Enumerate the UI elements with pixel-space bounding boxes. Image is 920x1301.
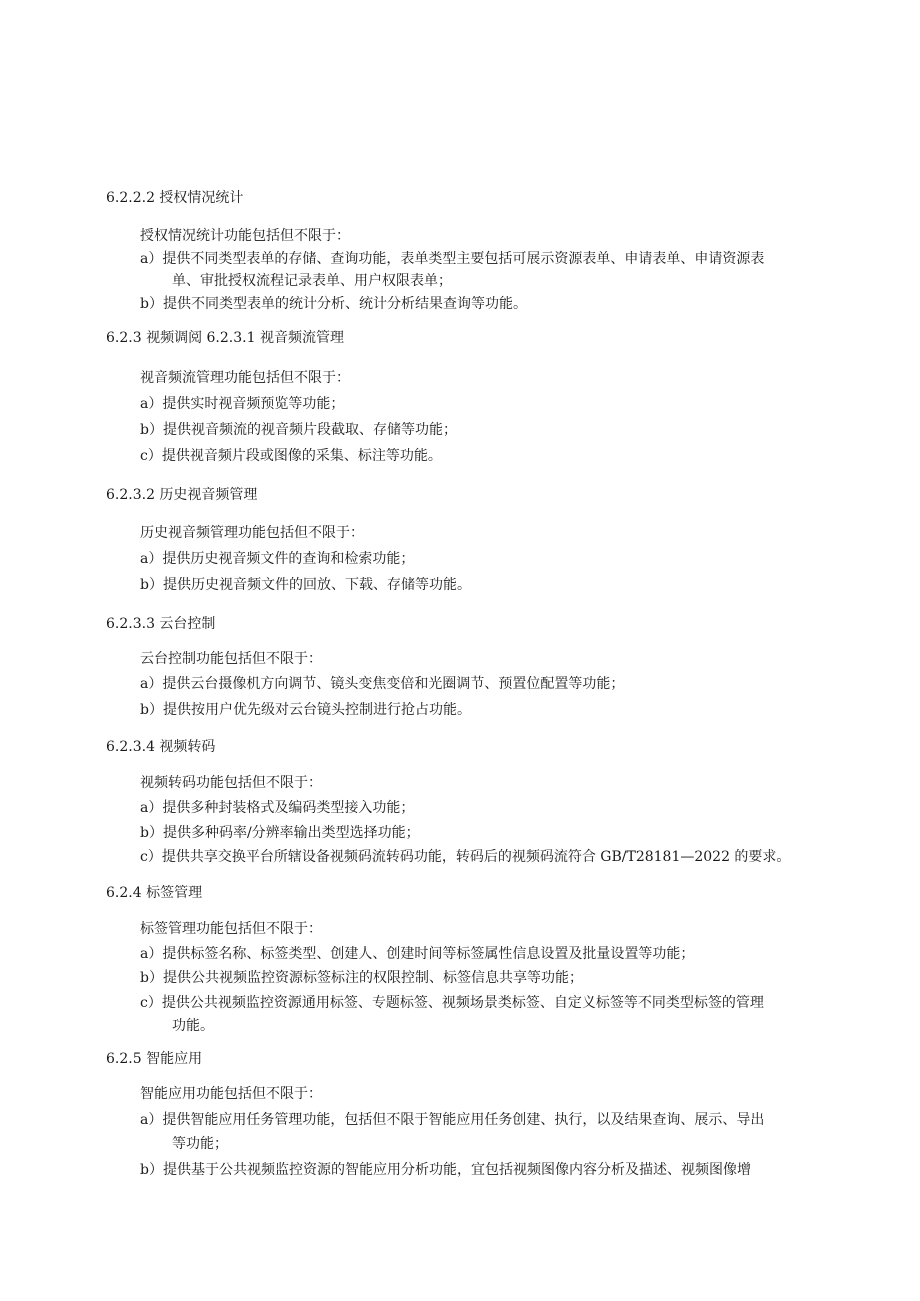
item-label: a） <box>140 946 163 962</box>
item-text: 提供不同类型表单的统计分析、统计分析结果查询等功能。 <box>162 296 527 312</box>
item-label: b） <box>140 702 163 718</box>
item-label: b） <box>140 825 163 841</box>
item-label: b） <box>140 1162 163 1178</box>
section-heading: 6.2.3.3 云台控制 <box>106 616 216 632</box>
list-item <box>140 549 414 569</box>
item-label: b） <box>140 970 163 986</box>
section-heading: 6.2.3.2 历史视音频管理 <box>106 487 258 503</box>
item-label: c） <box>140 995 162 1011</box>
section-heading: 6.2.5 智能应用 <box>106 1051 203 1067</box>
item-label: b） <box>140 422 163 438</box>
section-heading: 6.2.3.4 视频转码 <box>106 739 216 755</box>
item-text: 提供标签名称、标签类型、创建人、创建时间等标签属性信息设置及批量设置等功能； <box>162 946 695 962</box>
list-item <box>140 420 457 440</box>
list-item <box>140 823 420 843</box>
section-intro: 授权情况统计功能包括但不限于： <box>140 228 350 244</box>
item-label: a） <box>140 396 163 412</box>
item-label: b） <box>140 296 163 312</box>
list-item <box>140 294 527 314</box>
section-intro: 云台控制功能包括但不限于： <box>140 651 322 667</box>
list-item <box>140 847 790 867</box>
section-intro: 视音频流管理功能包括但不限于： <box>140 370 350 386</box>
item-label: c） <box>140 448 162 464</box>
list-item <box>140 1160 751 1180</box>
section-heading: 6.2.3 视频调阅 6.2.3.1 视音频流管理 <box>106 330 344 346</box>
item-text: 提供实时视音频预览等功能； <box>162 396 345 412</box>
section-intro: 历史视音频管理功能包括但不限于： <box>140 525 364 541</box>
item-label: c） <box>140 849 162 865</box>
list-item <box>140 798 414 818</box>
section-heading: 6.2.2.2 授权情况统计 <box>106 190 244 206</box>
list-item <box>140 993 764 1013</box>
item-text: 提供历史视音频文件的回放、下载、存储等功能。 <box>162 577 471 593</box>
list-item <box>140 249 764 269</box>
item-text: 提供共享交换平台所辖设备视频码流转码功能，转码后的视频码流符合 GB/T28181—2022 的要求。 <box>161 849 791 865</box>
item-text: 提供视音频流的视音频片段截取、存储等功能； <box>162 422 457 438</box>
list-item <box>140 700 471 720</box>
list-item <box>140 968 583 988</box>
item-text: 提供历史视音频文件的查询和检索功能； <box>162 551 415 567</box>
item-label: a） <box>140 800 163 816</box>
item-text: 提供多种码率/分辨率输出类型选择功能； <box>162 825 420 841</box>
list-item <box>140 446 442 466</box>
list-item <box>140 674 624 694</box>
list-item <box>140 1110 764 1130</box>
item-text: 提供云台摄像机方向调节、镜头变焦变倍和光圈调节、预置位配置等功能； <box>162 676 625 692</box>
item-text: 提供不同类型表单的存储、查询功能，表单类型主要包括可展示资源表单、申请表单、申请资源表 <box>162 251 765 267</box>
section-intro: 视频转码功能包括但不限于： <box>140 775 322 791</box>
section-intro: 智能应用功能包括但不限于： <box>140 1086 322 1102</box>
item-label: a） <box>140 551 163 567</box>
item-text: 提供基于公共视频监控资源的智能应用分析功能，宜包括视频图像内容分析及描述、视频图像增 <box>162 1162 751 1178</box>
list-item-continuation: 功能。 <box>172 1018 214 1034</box>
list-item <box>140 944 694 964</box>
item-label: b） <box>140 577 163 593</box>
item-text: 提供公共视频监控资源通用标签、专题标签、视频场景类标签、自定义标签等不同类型标签的管理 <box>161 995 764 1011</box>
item-text: 提供视音频片段或图像的采集、标注等功能。 <box>161 448 442 464</box>
list-item <box>140 394 344 414</box>
item-label: a） <box>140 1112 163 1128</box>
list-item-continuation: 等功能； <box>172 1136 228 1152</box>
list-item <box>140 575 471 595</box>
section-heading: 6.2.4 标签管理 <box>106 885 203 901</box>
item-text: 提供多种封装格式及编码类型接入功能； <box>162 800 415 816</box>
list-item-continuation: 单、审批授权流程记录表单、用户权限表单； <box>172 273 452 289</box>
item-text: 提供按用户优先级对云台镜头控制进行抢占功能。 <box>162 702 471 718</box>
item-text: 提供公共视频监控资源标签标注的权限控制、标签信息共享等功能； <box>162 970 583 986</box>
item-label: a） <box>140 676 163 692</box>
item-label: a） <box>140 251 163 267</box>
item-text: 提供智能应用任务管理功能，包括但不限于智能应用任务创建、执行，以及结果查询、展示、导出 <box>162 1112 765 1128</box>
section-intro: 标签管理功能包括但不限于： <box>140 921 322 937</box>
